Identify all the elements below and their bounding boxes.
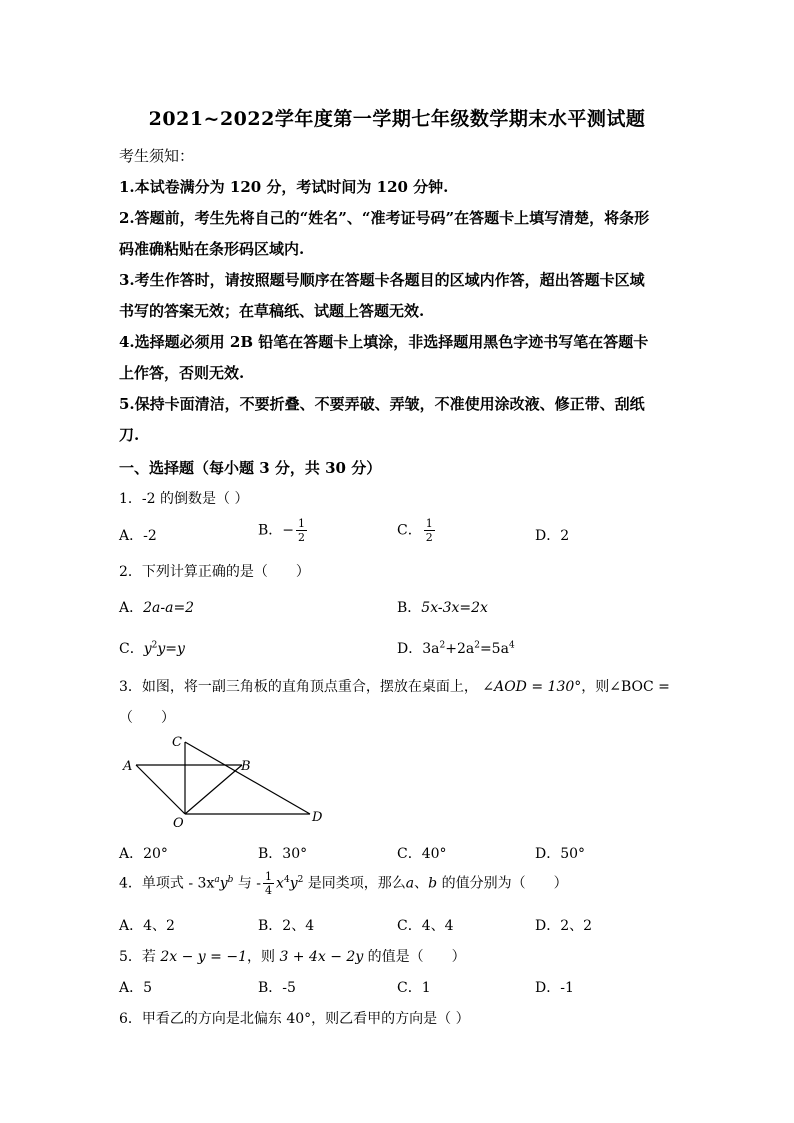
q1-option-b: B．− $\frac{1}{2}$ <box>258 517 306 544</box>
notice-item-5b: 刀. <box>119 426 140 444</box>
figure-label-c: C <box>172 735 182 750</box>
q2-option-d: D．$3a^2+2a^2=5a^4$ <box>397 640 515 657</box>
notice-item-5a: 5.保持卡面清洁，不要折叠、不要弄破、弄皱，不准使用涂改液、修正带、刮纸 <box>119 395 645 413</box>
q4-stem: 4．单项式 - $3x^ay^b$ 与 - $\frac{1}{4}$ $x^4y^2$ 是同类项，那么a、b 的值分别为（ ） <box>119 870 568 897</box>
q2-option-a: A．2a-a=2 <box>119 600 195 616</box>
notice-heading: 考生须知： <box>119 147 195 165</box>
q3-option-b: B．30° <box>258 846 308 862</box>
q3-option-c: C．40° <box>397 846 447 862</box>
figure-label-a: A <box>123 759 133 774</box>
notice-item-4b: 上作答，否则无效. <box>119 364 245 382</box>
figure-label-o: O <box>173 816 184 830</box>
q1-stem: 1．-2 的倒数是（ ） <box>119 491 249 507</box>
q4-option-d: D．2、2 <box>535 918 593 934</box>
notice-item-3b: 书写的答案无效；在草稿纸、试题上答题无效. <box>119 302 425 320</box>
q4-option-b: B．2、4 <box>258 918 315 934</box>
figure-label-b: B <box>241 759 251 774</box>
notice-item-1: 1.本试卷满分为 120 分，考试时间为 120 分钟. <box>119 178 449 196</box>
q2-stem: 2．下列计算正确的是（ ） <box>119 564 310 580</box>
q5-option-c: C．1 <box>397 980 431 996</box>
q1-option-a: A．-2 <box>119 528 157 544</box>
q3-triangle-figure <box>115 730 335 830</box>
q3-option-d: D．50° <box>535 846 586 862</box>
q5-option-b: B．-5 <box>258 980 296 996</box>
q5-stem: 5．若 2x − y = −1，则 3 + 4x − 2y 的值是（ ） <box>119 949 466 965</box>
q4-option-c: C．4、4 <box>397 918 454 934</box>
exam-title: 2021~2022学年度第一学期七年级数学期末水平测试题 <box>148 108 646 130</box>
section-heading: 一、选择题（每小题 3 分，共 30 分） <box>119 459 382 477</box>
notice-item-2a: 2.答题前，考生先将自己的“姓名”、“准考证号码”在答题卡上填写清楚，将条形 <box>119 209 650 227</box>
q5-option-d: D．-1 <box>535 980 574 996</box>
q2-option-b: B．5x-3x=2x <box>397 600 488 616</box>
q1-option-d: D．2 <box>535 528 570 544</box>
q4-option-a: A．4、2 <box>119 918 175 934</box>
notice-item-4a: 4.选择题必须用 2B 铅笔在答题卡上填涂，非选择题用黑色字迹书写笔在答题卡 <box>119 333 649 351</box>
q2-option-c: C．$y^2y=y$ <box>119 640 185 657</box>
q3-stem-cont: （ ） <box>119 710 175 726</box>
q3-option-a: A．20° <box>119 846 168 862</box>
q5-option-a: A．5 <box>119 980 153 996</box>
notice-item-3a: 3.考生作答时，请按照题号顺序在答题卡各题目的区域内作答，超出答题卡区域 <box>119 271 645 289</box>
q1-option-c: C． $\frac{1}{2}$ <box>397 517 433 544</box>
figure-label-d: D <box>312 810 323 825</box>
q6-stem: 6．甲看乙的方向是北偏东 40°，则乙看甲的方向是（ ） <box>119 1011 470 1027</box>
notice-item-2b: 码准确粘贴在条形码区域内. <box>119 240 305 258</box>
q3-stem: 3．如图，将一副三角板的直角顶点重合，摆放在桌面上， ∠AOD = 130°，则∠BOC = <box>119 679 670 695</box>
